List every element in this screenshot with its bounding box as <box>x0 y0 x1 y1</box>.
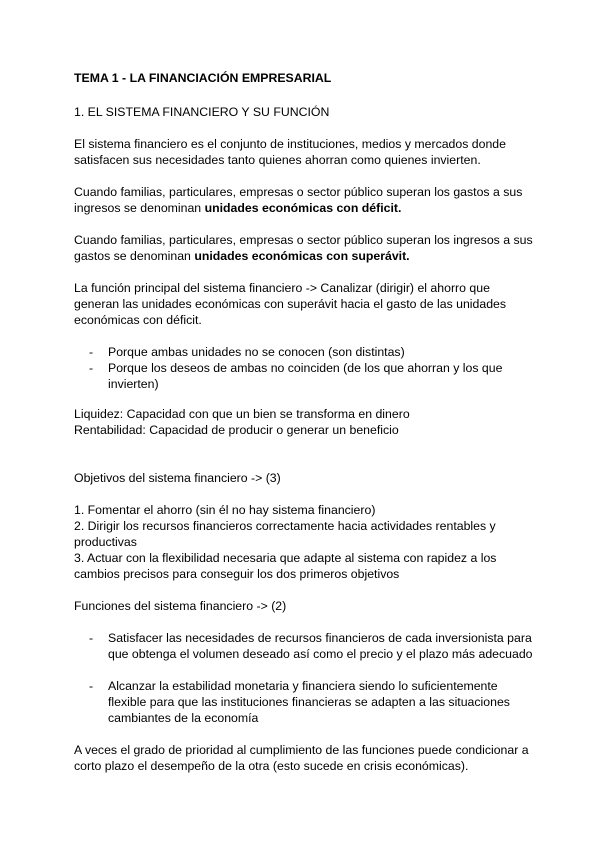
objective-item: 2. Dirigir los recursos financieros correctamente hacia actividades rentables y <box>74 519 496 533</box>
paragraph-text: gastos se denominan <box>74 249 195 263</box>
objective-item: 1. Fomentar el ahorro (sin él no hay sistema financiero) <box>74 503 376 517</box>
paragraph-line: generan las unidades económicas con superávit hacia el gasto de las unidades <box>74 297 507 311</box>
list-item: Satisfacer las necesidades de recursos financieros de cada inversionista para <box>108 631 532 645</box>
paragraph-line <box>74 200 401 216</box>
paragraph-line: La función principal del sistema financiero -> Canalizar (dirigir) el ahorro que <box>74 281 490 295</box>
definition-line: Rentabilidad: Capacidad de producir o generar un beneficio <box>74 423 399 437</box>
paragraph-line: corto plazo el desempeño de la otra (esto sucede en crisis económicas). <box>74 759 469 773</box>
section-heading: 1. EL SISTEMA FINANCIERO Y SU FUNCIÓN <box>74 105 330 119</box>
objectives-heading: Objetivos del sistema financiero -> (3) <box>74 471 281 485</box>
objective-item: cambios precisos para conseguir los dos primeros objetivos <box>74 567 400 581</box>
bold-term: unidades económicas con superávit. <box>194 249 410 263</box>
bold-term: unidades económicas con déficit. <box>204 201 402 215</box>
list-item: que obtenga el volumen deseado así como el precio y el plazo más adecuado <box>108 647 533 661</box>
bullet-dash: - <box>89 345 94 359</box>
paragraph-line: Cuando familias, particulares, empresas o sector público superan los ingresos a sus <box>74 233 533 247</box>
paragraph-line: Cuando familias, particulares, empresas o sector público superan los gastos a sus <box>74 185 523 199</box>
document-title: TEMA 1 - LA FINANCIACIÓN EMPRESARIAL <box>74 71 332 85</box>
objective-item: 3. Actuar con la flexibilidad necesaria que adapte al sistema con rapidez a los <box>74 551 497 565</box>
list-item: Alcanzar la estabilidad monetaria y financiera siendo lo suficientemente <box>108 679 498 693</box>
paragraph-line: satisfacen sus necesidades tanto quienes ahorran como quienes invierten. <box>74 153 481 167</box>
list-item: cambiantes de la economía <box>108 711 259 725</box>
functions-heading: Funciones del sistema financiero -> (2) <box>74 599 287 613</box>
paragraph-text: ingresos se denominan <box>74 201 205 215</box>
bullet-dash: - <box>89 631 94 645</box>
list-item: invierten) <box>108 377 159 391</box>
bullet-dash: - <box>89 361 94 375</box>
paragraph-line: A veces el grado de prioridad al cumplimiento de las funciones puede condicionar a <box>74 743 529 757</box>
definition-line: Liquidez: Capacidad con que un bien se transforma en dinero <box>74 407 410 421</box>
paragraph-line: económicas con déficit. <box>74 313 202 327</box>
paragraph-line <box>74 248 410 264</box>
list-item: flexible para que las instituciones financieras se adapten a las situaciones <box>108 695 510 709</box>
list-item: Porque ambas unidades no se conocen (son distintas) <box>108 345 405 359</box>
list-item: Porque los deseos de ambas no coinciden (de los que ahorran y los que <box>108 361 503 375</box>
paragraph-line: El sistema financiero es el conjunto de instituciones, medios y mercados donde <box>74 137 506 151</box>
bullet-dash: - <box>89 679 94 693</box>
objective-item: productivas <box>74 535 137 549</box>
